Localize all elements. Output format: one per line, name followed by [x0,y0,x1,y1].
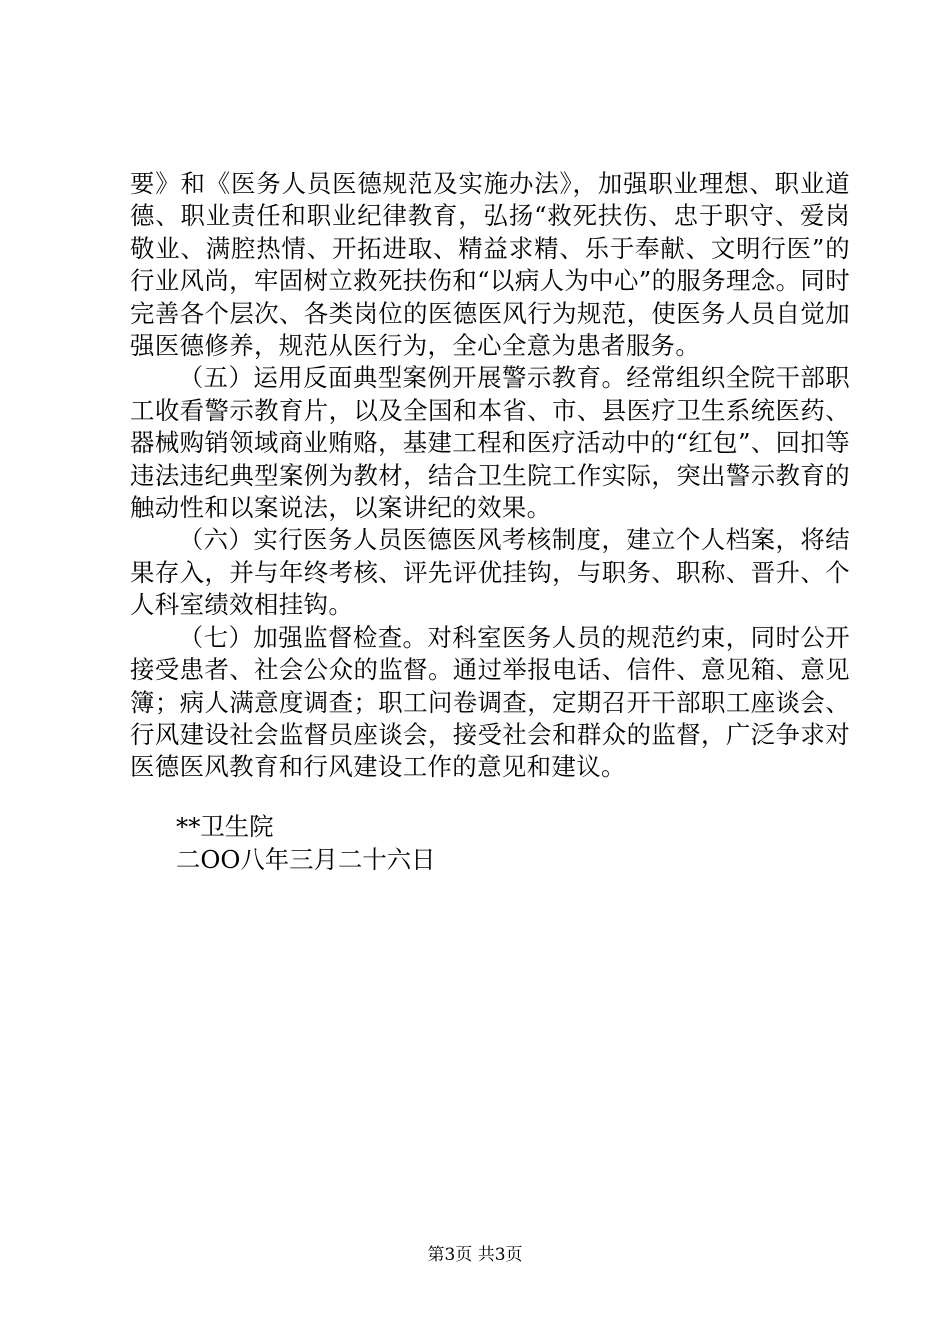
paragraph-1: 要》和《医务人员医德规范及实施办法》，加强职业理想、职业道德、职业责任和职业纪律教育，弘扬“救死扶伤、忠于职守、爱岗敬业、满腔热情、开拓进取、精益求精、乐于奉献、文明行医”的行业风尚，牢固树立救死扶伤和“以病人为中心”的服务理念。同时完善各个层次、各类岗位的医德医风行为规范，使医务人员自觉加强医德修养，规范从医行为，全心全意为患者服务。 [130,169,850,361]
paragraph-2: （五）运用反面典型案例开展警示教育。经常组织全院干部职工收看警示教育片，以及全国和本省、市、县医疗卫生系统医药、器械购销领域商业贿赂，基建工程和医疗活动中的“红包”、回扣等违法违纪典型案例为教材，结合卫生院工作实际，突出警示教育的触动性和以案说法，以案讲纪的效果。 [130,363,850,523]
page-footer [0,1243,950,1267]
signature-block [176,810,436,876]
signature-organization: **卫生院 [176,812,274,841]
paragraph-3: （六）实行医务人员医德医风考核制度，建立个人档案，将结果存入，并与年终考核、评先评优挂钩，与职务、职称、晋升、个人科室绩效相挂钩。 [130,525,850,620]
signature-date: 二OO八年三月二十六日 [176,845,436,874]
page-number: 第3页 共3页 [427,1245,523,1265]
document-body [130,168,850,784]
paragraph-4: （七）加强监督检查。对科室医务人员的规范约束，同时公开接受患者、社会公众的监督。通过举报电话、信件、意见箱、意见簿；病人满意度调查；职工问卷调查，定期召开干部职工座谈会、行风建设社会监督员座谈会，接受社会和群众的监督，广泛争求对医德医风教育和行风建设工作的意见和建议。 [130,622,850,782]
